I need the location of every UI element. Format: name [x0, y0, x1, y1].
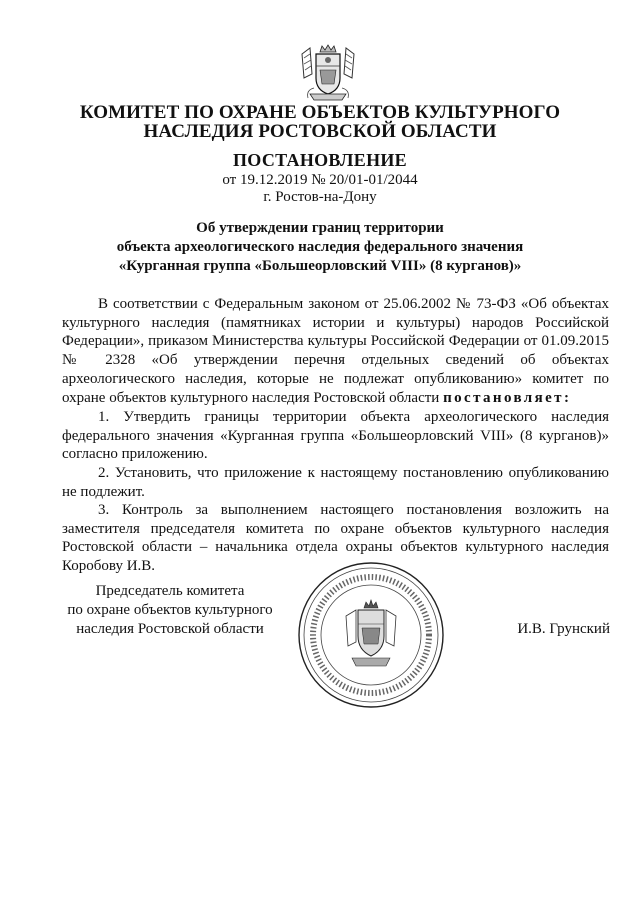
org-name-line2: НАСЛЕДИЯ РОСТОВСКОЙ ОБЛАСТИ — [143, 121, 497, 142]
subject-line1: Об утверждении границ территории — [196, 220, 444, 236]
document-city: г. Ростов-на-Дону — [263, 189, 377, 205]
signatory-name: И.В. Грунский — [517, 621, 610, 637]
official-round-seal-icon — [296, 560, 446, 710]
preamble-text: В соответствии с Федеральным законом от 25.06.2002 № 73-ФЗ «Об объектах культурного наследия (памятниках истории и культуры) народов Российской Федерации», приказом Министерства культуры Российской Федерации от 01.09.2015 № 2328 «Об утверждении перечня отдельных сведений об объектах археологического наследия, которые не подлежат опубликованию» комитет по охране объектов культурного наследия Ростовской области — [62, 296, 609, 406]
item-1: 1. Утвердить границы территории объекта археологического наследия федерального значения «Курганная группа «Большеорловский VIII» (8 курганов)» согласно приложению. — [62, 409, 609, 463]
item-2: 2. Установить, что приложение к настоящему постановлению опубликованию не подлежит. — [62, 465, 609, 500]
org-name-line1: КОМИТЕТ ПО ОХРАНЕ ОБЪЕКТОВ КУЛЬТУРНОГО — [79, 102, 561, 123]
rostov-region-coat-of-arms-icon — [296, 44, 360, 104]
signatory-position — [62, 582, 278, 639]
subject-line3: «Курганная группа «Большеорловский VIII» (8 курганов)» — [118, 258, 522, 274]
position-line3: наследия Ростовской области — [76, 621, 264, 637]
position-line2: по охране объектов культурного — [67, 602, 273, 618]
item-3: 3. Контроль за выполнением настоящего постановления возложить на заместителя председателя комитета по охране объектов культурного наследия Ростовской области – начальника отдела охраны объектов культурного наследия Коробову И.В. — [62, 502, 609, 575]
document-type: ПОСТАНОВЛЕНИЕ — [233, 150, 407, 170]
resolves-word: постановляет: — [443, 389, 572, 406]
document-date-number: от 19.12.2019 № 20/01-01/2044 — [222, 172, 418, 188]
preamble-paragraph — [62, 295, 609, 407]
subject-line2: объекта археологического наследия федерального значения — [116, 239, 524, 255]
position-line1: Председатель комитета — [95, 583, 245, 599]
